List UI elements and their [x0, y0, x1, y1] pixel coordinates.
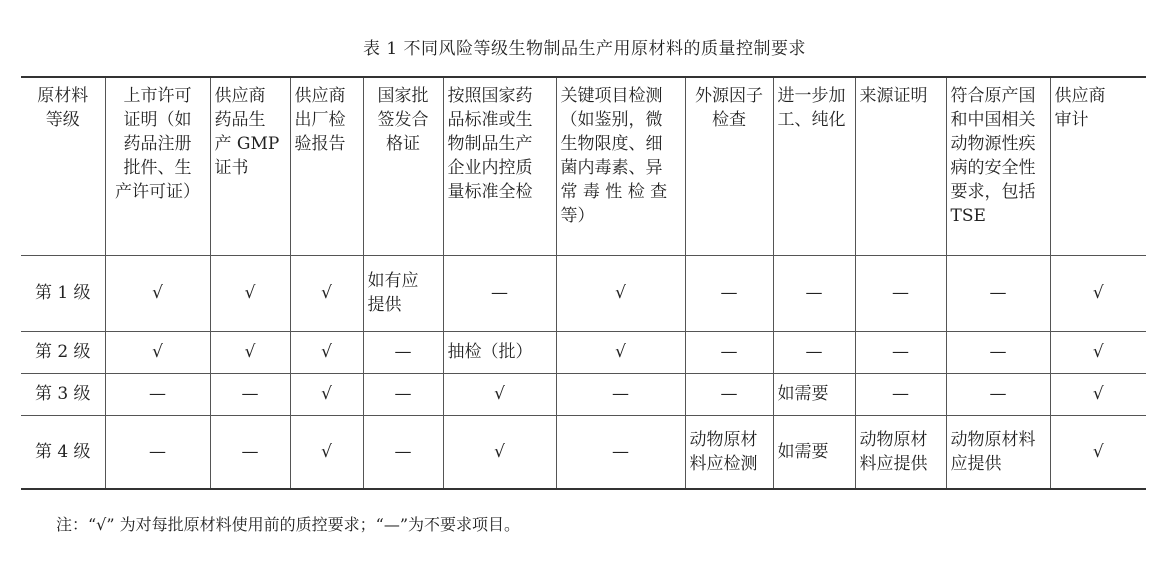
table-cell: — — [946, 373, 1050, 415]
header-cell: 符合原产国 和中国相关 动物源性疾 病的安全性 要求，包括 TSE — [946, 77, 1050, 255]
table-cell: √ — [210, 255, 290, 331]
table-cell: 抽检（批） — [443, 331, 556, 373]
header-cell: 进一步加 工、纯化 — [773, 77, 855, 255]
table-cell: √ — [443, 415, 556, 489]
table-cell: √ — [290, 373, 363, 415]
table-cell: — — [946, 331, 1050, 373]
header-cell: 供应商 出厂检 验报告 — [290, 77, 363, 255]
table-cell: 第 4 级 — [21, 415, 105, 489]
header-cell: 关键项目检测 （如鉴别，微 生物限度、细 菌内毒素、异 常 毒 性 检 查 等） — [556, 77, 685, 255]
table-cell: — — [685, 373, 773, 415]
header-cell: 外源因子 检查 — [685, 77, 773, 255]
table-cell: — — [773, 255, 855, 331]
table-cell: √ — [1050, 373, 1146, 415]
table-cell: 第 3 级 — [21, 373, 105, 415]
table-cell: √ — [556, 255, 685, 331]
table-cell: — — [363, 331, 443, 373]
table-row — [21, 331, 1146, 373]
table-cell: √ — [1050, 415, 1146, 489]
table-cell: √ — [105, 255, 210, 331]
table-cell: √ — [210, 331, 290, 373]
table-cell: — — [556, 415, 685, 489]
header-cell: 按照国家药 品标准或生 物制品生产 企业内控质 量标准全检 — [443, 77, 556, 255]
table-title: 表 1 不同风险等级生物制品生产用原材料的质量控制要求 — [362, 39, 807, 59]
header-row — [21, 77, 1146, 255]
header-cell: 供应商 审计 — [1050, 77, 1146, 255]
table-cell: √ — [105, 331, 210, 373]
quality-control-table — [21, 76, 1146, 490]
table-cell: 动物原材 料应提供 — [855, 415, 946, 489]
table-cell: — — [855, 255, 946, 331]
table-cell: — — [443, 255, 556, 331]
table-cell: 如需要 — [773, 415, 855, 489]
table-cell: — — [105, 415, 210, 489]
header-cell: 来源证明 — [855, 77, 946, 255]
table-cell: 动物原材 料应检测 — [685, 415, 773, 489]
table-cell: — — [210, 373, 290, 415]
table-cell: — — [685, 331, 773, 373]
table-cell: — — [685, 255, 773, 331]
header-cell: 上市许可 证明（如 药品注册 批件、生 产许可证） — [105, 77, 210, 255]
header-cell: 供应商 药品生 产 GMP 证书 — [210, 77, 290, 255]
table-cell: — — [855, 373, 946, 415]
table-cell: √ — [1050, 255, 1146, 331]
table-cell: — — [210, 415, 290, 489]
table-cell: 第 1 级 — [21, 255, 105, 331]
table-cell: — — [855, 331, 946, 373]
table-row — [21, 415, 1146, 489]
table-footnote: 注：“√” 为对每批原材料使用前的质控要求；“—”为不要求项目。 — [56, 515, 521, 534]
table-cell: √ — [1050, 331, 1146, 373]
table-cell: √ — [290, 331, 363, 373]
table-cell: 动物原材料 应提供 — [946, 415, 1050, 489]
header-cell: 国家批 签发合 格证 — [363, 77, 443, 255]
table-row — [21, 255, 1146, 331]
table-cell: — — [363, 373, 443, 415]
table-cell: √ — [443, 373, 556, 415]
table-cell: √ — [556, 331, 685, 373]
table-cell: — — [556, 373, 685, 415]
table-cell: — — [105, 373, 210, 415]
table-cell: 如需要 — [773, 373, 855, 415]
table-cell: — — [363, 415, 443, 489]
table-cell: √ — [290, 255, 363, 331]
table-row — [21, 373, 1146, 415]
header-cell: 原材料 等级 — [21, 77, 105, 255]
table-cell: — — [946, 255, 1050, 331]
table-cell: 如有应 提供 — [363, 255, 443, 331]
table-cell: 第 2 级 — [21, 331, 105, 373]
table-cell: √ — [290, 415, 363, 489]
table-cell: — — [773, 331, 855, 373]
